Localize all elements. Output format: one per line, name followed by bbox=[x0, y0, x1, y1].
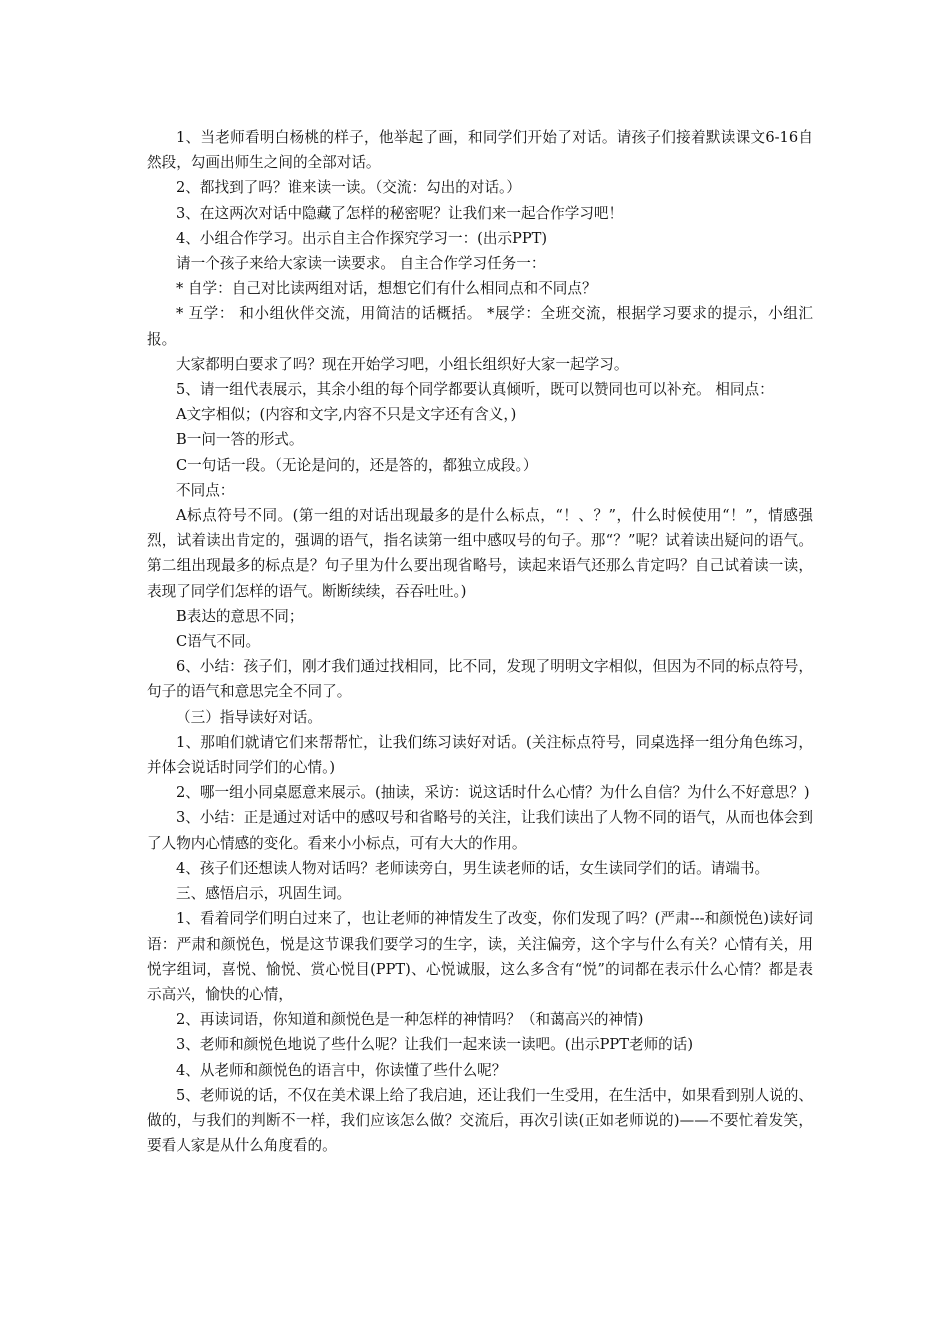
paragraph-28: 5、老师说的话，不仅在美术课上给了我启迪，还让我们一生受用，在生活中，如果看到别人说的、做的，与我们的判断不一样，我们应该怎么做？交流后，再次引读(正如老师说的)——不要忙着发笑，要看人家是从什么角度看的。 bbox=[147, 1086, 813, 1155]
paragraph-4: 4、小组合作学习。出示自主合作探究学习一：(出示PPT) bbox=[176, 229, 548, 247]
paragraph-21: 3、小结：正是通过对话中的感叹号和省略号的关注，让我们读出了人物不同的语气，从而也体会到了人物内心情感的变化。看来小小标点，可有大大的作用。 bbox=[147, 809, 813, 852]
paragraph-20: 2、哪一组小同桌愿意来展示。(抽读，采访：说这话时什么心情？为什么自信？为什么不好意思？) bbox=[176, 784, 810, 802]
paragraph-17: 6、小结：孩子们，刚才我们通过找相同，比不同，发现了明明文字相似，但因为不同的标点符号，句子的语气和意思完全不同了。 bbox=[147, 658, 813, 701]
paragraph-5: 请一个孩子来给大家读一读要求。 自主合作学习任务一： bbox=[176, 255, 546, 273]
paragraph-22: 4、孩子们还想读人物对话吗？老师读旁白，男生读老师的话，女生读同学们的话。请端书。 bbox=[176, 859, 770, 877]
paragraph-23: 三、感悟启示，巩固生词。 bbox=[176, 885, 352, 903]
paragraph-14: A标点符号不同。(第一组的对话出现最多的是什么标点，“！、？”，什么时候使用“！”，情感强烈，试着读出肯定的，强调的语气，指名读第一组中感叹号的句子。那“？”呢？试着读出疑问的语气。第二组出现最多的标点是？句子里为什么要出现省略号，读起来语气还那么肯定吗？自己试着读一读，表现了同学们怎样的语气。断断续续，吞吞吐吐。) bbox=[147, 507, 813, 600]
paragraph-2: 2、都找到了吗？谁来读一读。（交流：勾出的对话。） bbox=[176, 179, 521, 197]
paragraph-15: B表达的意思不同； bbox=[176, 607, 304, 625]
paragraph-7: * 互学： 和小组伙伴交流，用简洁的话概括。 *展学：全班交流，根据学习要求的提示，小组汇报。 bbox=[147, 305, 813, 348]
paragraph-25: 2、再读词语，你知道和颜悦色是一种怎样的神情吗？（和蔼高兴的神情) bbox=[176, 1011, 644, 1029]
paragraph-9: 5、请一组代表展示，其余小组的每个同学都要认真倾听，既可以赞同也可以补充。 相同点： bbox=[176, 381, 774, 399]
paragraph-24: 1、看着同学们明白过来了，也让老师的神情发生了改变，你们发现了吗？(严肃---和颜悦色)读好词语：严肃和颜悦色，悦是这节课我们要学习的生字，读，关注偏旁，这个字与什么有关？心情有关，用悦字组词，喜悦、愉悦、赏心悦目(PPT)、心悦诚服，这么多含有“悦”的词都在表示什么心情？都是表示高兴，愉快的心情， bbox=[147, 910, 813, 1003]
paragraph-3: 3、在这两次对话中隐藏了怎样的秘密呢？让我们来一起合作学习吧！ bbox=[176, 204, 624, 222]
paragraph-27: 4、从老师和颜悦色的语言中，你读懂了些什么呢？ bbox=[176, 1061, 507, 1079]
paragraph-8: 大家都明白要求了吗？现在开始学习吧，小组长组织好大家一起学习。 bbox=[176, 355, 629, 373]
paragraph-11: B一问一答的形式。 bbox=[176, 431, 304, 449]
paragraph-18: （三）指导读好对话。 bbox=[176, 708, 322, 726]
paragraph-13: 不同点： bbox=[176, 481, 235, 499]
paragraph-26: 3、老师和颜悦色地说了些什么呢？让我们一起来读一读吧。(出示PPT老师的话) bbox=[176, 1036, 694, 1054]
paragraph-19: 1、那咱们就请它们来帮帮忙，让我们练习读好对话。(关注标点符号，同桌选择一组分角色练习，并体会说话时同学们的心情。) bbox=[147, 733, 813, 777]
paragraph-1: 1、当老师看明白杨桃的样子，他举起了画，和同学们开始了对话。请孩子们接着默读课文6-16自然段，勾画出师生之间的全部对话。 bbox=[147, 129, 813, 172]
paragraph-10: A文字相似；(内容和文字,内容不只是文字还有含义，) bbox=[176, 406, 517, 424]
paragraph-16: C语气不同。 bbox=[176, 633, 261, 651]
paragraph-6: * 自学：自己对比读两组对话，想想它们有什么相同点和不同点？ bbox=[176, 280, 597, 298]
document-body bbox=[147, 125, 813, 1158]
paragraph-12: C一句话一段。（无论是问的，还是答的，都独立成段。） bbox=[176, 456, 538, 474]
